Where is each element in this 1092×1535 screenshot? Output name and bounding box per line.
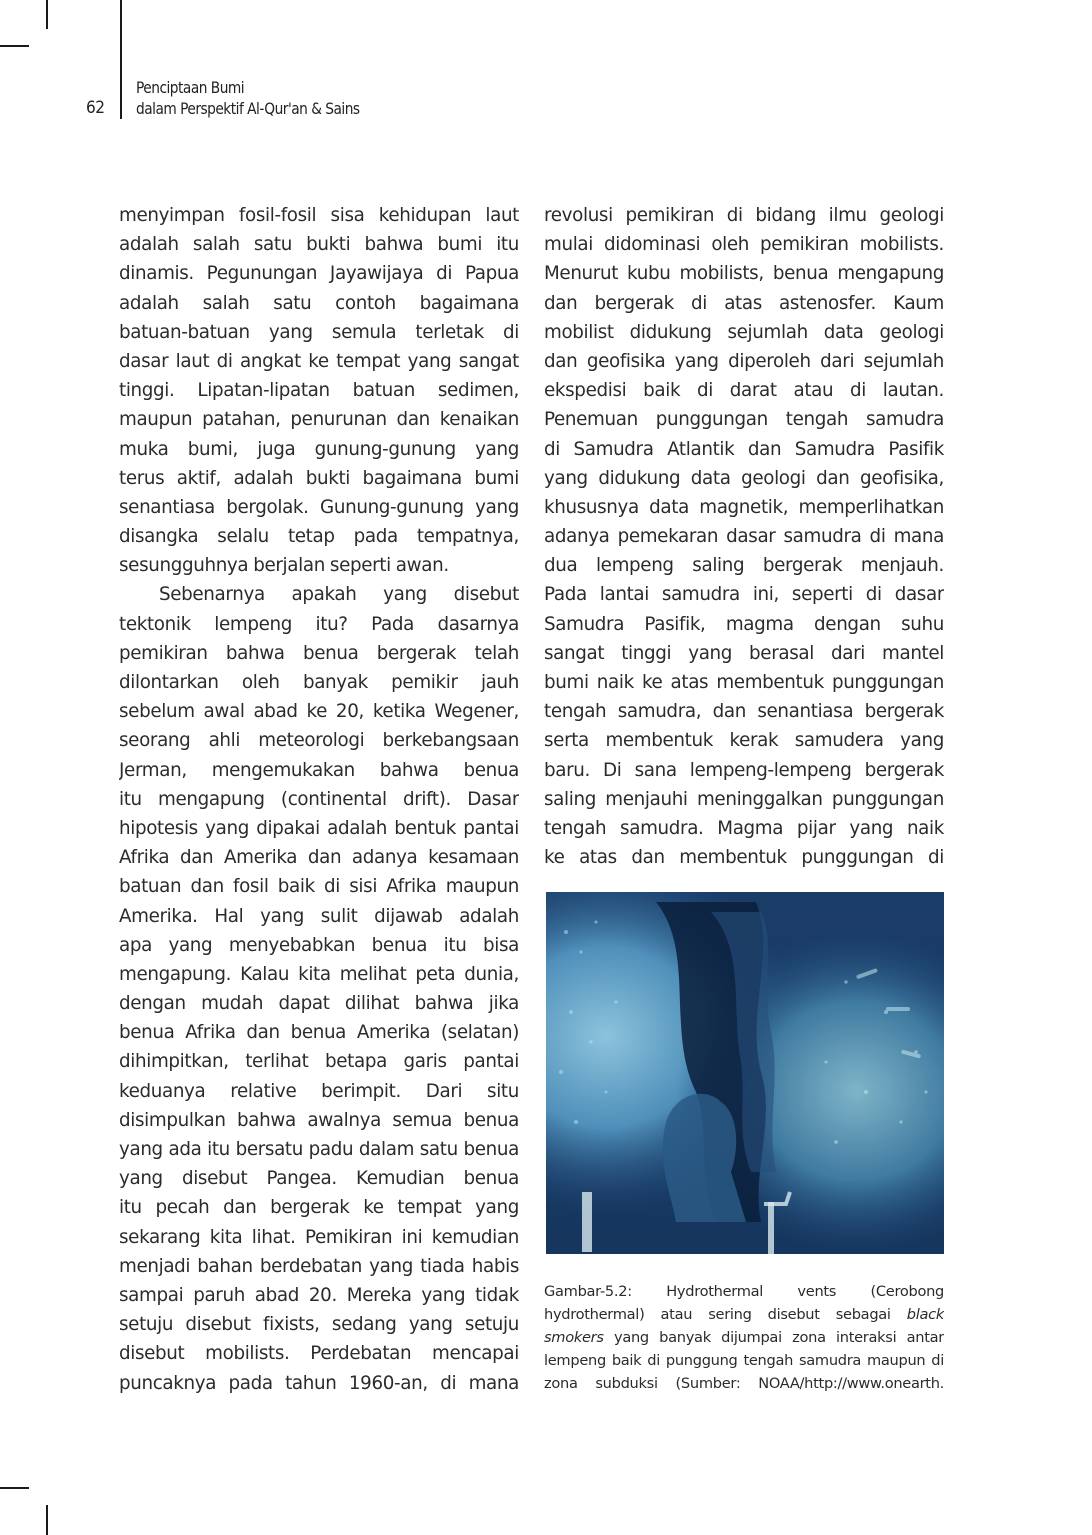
text-line: dilontarkan oleh banyak pemikir jauh xyxy=(119,672,519,693)
text-line: yang ada itu bersatu padu dalam satu benua xyxy=(119,1139,519,1160)
text-line: Amerika. Hal yang sulit dijawab adalah xyxy=(119,905,519,927)
text-line: sampai paruh abad 20. Mereka yang tidak xyxy=(119,1284,519,1306)
crop-mark-bottom-left-vertical xyxy=(46,1505,48,1535)
text-line: tinggi. Lipatan-lipatan batuan sedimen, xyxy=(119,380,519,402)
text-line: muka bumi, juga gunung-gunung yang xyxy=(119,438,519,460)
text-line: tektonik lempeng itu? Pada dasarnya xyxy=(119,613,519,635)
text-line: dihimpitkan, terlihat betapa garis pantai xyxy=(119,1051,519,1073)
caption-line: lempeng baik di punggung tengah samudra maupun di xyxy=(544,1352,944,1369)
right-text-column xyxy=(544,201,944,872)
text-line: dengan mudah dapat dilihat bahwa jika xyxy=(119,993,519,1015)
text-line: dan geofisika yang diperoleh dari sejumlah xyxy=(544,350,944,372)
running-title xyxy=(136,77,360,119)
text-line: Samudra Pasifik, magma dengan suhu xyxy=(544,613,944,635)
text-line: puncaknya pada tahun 1960-an, di mana xyxy=(119,1372,519,1394)
text-line: Jerman, mengemukakan bahwa benua xyxy=(119,759,519,781)
text-line: sangat tinggi yang berasal dari mantel xyxy=(544,642,944,664)
running-title-line-1: Penciptaan Bumi xyxy=(136,78,245,97)
text-line: itu pecah dan bergerak ke tempat yang xyxy=(119,1197,519,1219)
text-line: dinamis. Pegunungan Jayawijaya di Papua xyxy=(119,263,519,285)
text-line: di Samudra Atlantik dan Samudra Pasifik xyxy=(544,438,944,460)
text-line: dasar laut di angkat ke tempat yang sangat xyxy=(119,350,519,372)
text-line: benua Afrika dan benua Amerika (selatan) xyxy=(119,1022,519,1044)
text-line: seorang ahli meteorologi berkebangsaan xyxy=(119,730,519,752)
caption-italic-text: smokers xyxy=(544,1329,604,1346)
text-line: revolusi pemikiran di bidang ilmu geologi xyxy=(544,205,944,226)
text-line: pemikiran bahwa benua bergerak telah xyxy=(119,642,519,664)
text-line: sekarang kita lihat. Pemikiran ini kemudian xyxy=(119,1226,519,1248)
caption-line: Gambar-5.2: Hydrothermal vents (Cerobong xyxy=(544,1283,944,1300)
text-line: ekspedisi baik di darat atau di lautan. xyxy=(544,380,944,402)
text-line: dan bergerak di atas astenosfer. Kaum xyxy=(544,292,944,314)
text-line: mulai didominasi oleh pemikiran mobilists. xyxy=(544,234,944,256)
text-line: Pada lantai samudra ini, seperti di dasar xyxy=(544,584,944,606)
text-line: maupun patahan, penurunan dan kenaikan xyxy=(119,409,519,431)
text-line: yang didukung data geologi dan geofisika, xyxy=(544,467,944,489)
caption-line xyxy=(544,1303,944,1326)
text-line: keduanya relative berimpit. Dari situ xyxy=(119,1080,519,1102)
caption-text: yang banyak dijumpai zona interaksi antar xyxy=(603,1329,944,1346)
text-line: senantiasa bergolak. Gunung-gunung yang xyxy=(119,496,519,518)
caption-line xyxy=(544,1326,944,1349)
text-line: adanya pemekaran dasar samudra di mana xyxy=(544,526,944,548)
text-line: mobilist didukung sejumlah data geologi xyxy=(544,321,944,343)
caption-line: zona subduksi (Sumber: NOAA/http://www.onearth. xyxy=(544,1375,944,1392)
text-line: khususnya data magnetik, memperlihatkan xyxy=(544,496,944,518)
running-title-line-2: dalam Perspektif Al-Qur'an & Sains xyxy=(136,99,360,118)
page-number: 62 xyxy=(86,98,105,118)
caption-italic-text: black xyxy=(906,1306,944,1323)
text-line: sesungguhnya berjalan seperti awan. xyxy=(119,555,449,577)
text-line: adalah salah satu contoh bagaimana xyxy=(119,292,519,314)
crop-mark-bottom-left-horizontal xyxy=(0,1487,29,1489)
caption-text: hydrothermal) atau sering disebut sebagai xyxy=(544,1306,907,1323)
crop-mark-top-left-vertical xyxy=(46,0,48,29)
text-line: baru. Di sana lempeng-lempeng bergerak xyxy=(544,759,944,781)
text-line: disangka selalu tetap pada tempatnya, xyxy=(119,526,519,548)
text-line: adalah salah satu bukti bahwa bumi itu xyxy=(119,234,519,256)
text-line: serta membentuk kerak samudera yang xyxy=(544,730,944,752)
text-line: tengah samudra. Magma pijar yang naik xyxy=(544,817,944,839)
text-line: ke atas dan membentuk punggungan di xyxy=(544,847,944,869)
text-line: apa yang menyebabkan benua itu bisa xyxy=(119,934,519,956)
text-line: dua lempeng saling bergerak menjauh. xyxy=(544,555,944,577)
text-line: bumi naik ke atas membentuk punggungan xyxy=(544,672,944,693)
text-line: sebelum awal abad ke 20, ketika Wegener, xyxy=(119,701,519,723)
hydrothermal-vent-photo xyxy=(546,892,944,1254)
text-line: disebut mobilists. Perdebatan mencapai xyxy=(119,1343,519,1365)
text-line: tengah samudra, dan senantiasa bergerak xyxy=(544,701,944,723)
text-line: setuju disebut fixists, sedang yang setuju xyxy=(119,1314,519,1336)
text-line: hipotesis yang dipakai adalah bentuk pantai xyxy=(119,817,519,839)
header-divider xyxy=(120,0,122,119)
text-line: terus aktif, adalah bukti bagaimana bumi xyxy=(119,467,519,489)
text-line: Menurut kubu mobilists, benua mengapung xyxy=(544,263,944,285)
figure-caption xyxy=(544,1280,944,1395)
text-line: batuan dan fosil baik di sisi Afrika maupun xyxy=(119,876,519,898)
left-text-column xyxy=(119,201,519,1398)
text-line: saling menjauhi meninggalkan punggungan xyxy=(544,788,944,810)
photo-image xyxy=(546,892,944,1254)
text-line: itu mengapung (continental drift). Dasar xyxy=(119,788,519,810)
crop-mark-top-left-horizontal xyxy=(0,45,29,47)
text-line: menjadi bahan berdebatan yang tiada habis xyxy=(119,1255,519,1277)
text-line: yang disebut Pangea. Kemudian benua xyxy=(119,1168,519,1190)
text-line: batuan-batuan yang semula terletak di xyxy=(119,321,519,343)
text-line: Afrika dan Amerika dan adanya kesamaan xyxy=(119,847,519,869)
text-line: Sebenarnya apakah yang disebut xyxy=(159,584,519,606)
text-line: Penemuan punggungan tengah samudra xyxy=(544,409,944,431)
text-line: menyimpan fosil-fosil sisa kehidupan laut xyxy=(119,205,519,226)
text-line: disimpulkan bahwa awalnya semua benua xyxy=(119,1109,519,1131)
text-line: mengapung. Kalau kita melihat peta dunia, xyxy=(119,963,519,985)
